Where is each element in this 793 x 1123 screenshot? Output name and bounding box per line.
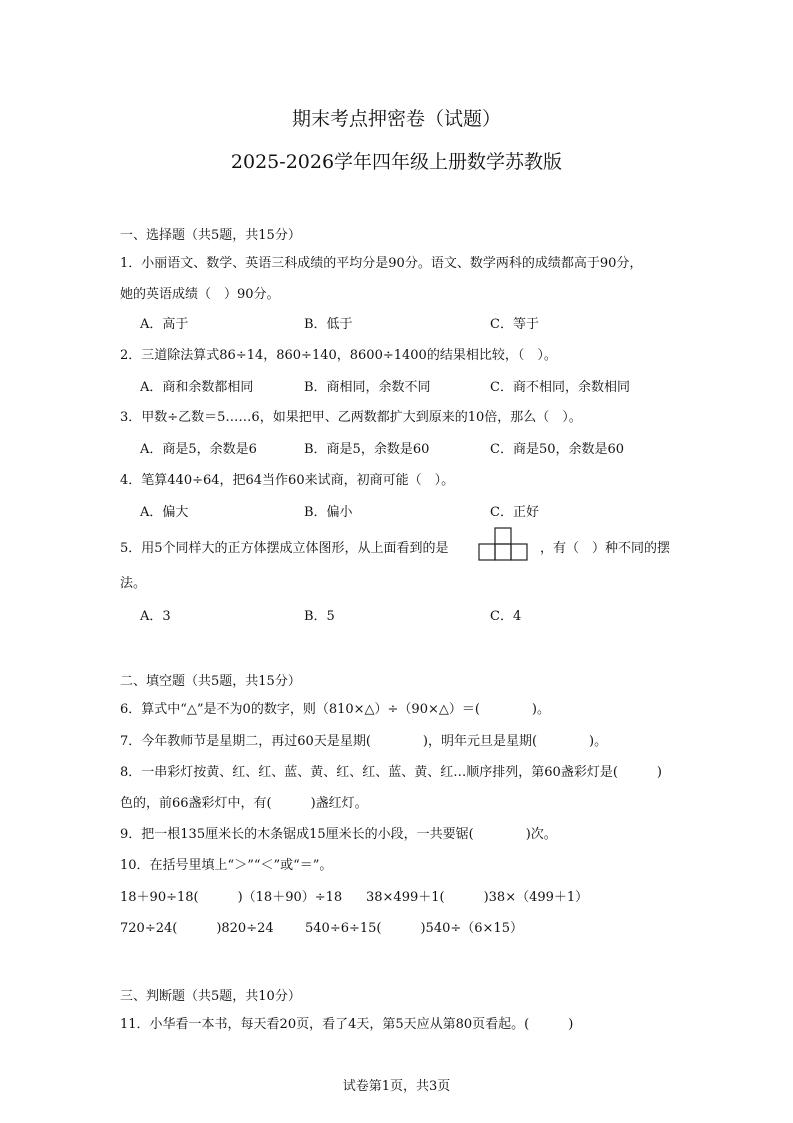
q5-option-b: B．5 [304,609,335,624]
question-10-row1-left: 18＋90÷18( )（18＋90）÷18 [120,890,343,905]
page-title: 期末考点押密卷（试题） [291,108,501,130]
page-subtitle: 2025-2026学年四年级上册数学苏教版 [230,151,563,173]
page-footer: 试卷第1页，共3页 [342,1079,451,1094]
q2-option-a: A．商和余数都相同 [140,380,254,395]
question-5-line1b: ，有（ ）种不同的摆 [540,541,671,556]
question-10-row2-left: 720÷24( )820÷24 [120,921,274,936]
question-8-line1: 8．一串彩灯按黄、红、红、蓝、黄、红、红、蓝、黄、红…顺序排列，第60盏彩灯是( ) [120,765,662,780]
q5-option-c: C．4 [490,609,522,624]
question-1-line2: 她的英语成绩（ ）90分。 [120,287,280,302]
q1-option-a: A．高于 [140,317,189,332]
q2-option-b: B．商相同，余数不同 [304,380,431,395]
question-5-line1a: 5．用5个同样大的正方体摆成立体图形，从上面看到的是 [120,541,449,556]
q3-option-b: B．商是5，余数是60 [304,442,430,457]
question-2: 2．三道除法算式86÷14，860÷140，8600÷1400的结果相比较，（ ）。 [120,348,557,363]
q1-option-c: C．等于 [490,317,539,332]
top-view-cubes-icon [478,526,532,562]
question-10: 10．在括号里填上“＞”“＜”或“＝”。 [120,858,333,873]
question-7: 7．今年教师节是星期二，再过60天是星期( )，明年元旦是星期( )。 [120,734,608,749]
question-8-line2: 色的，前66盏彩灯中，有( )盏红灯。 [120,796,368,811]
section-heading-judge: 三、判断题（共5题，共10分） [120,989,301,1004]
q4-option-b: B．偏小 [304,505,353,520]
q1-option-b: B．低于 [304,317,353,332]
question-9: 9．把一根135厘米长的木条锯成15厘米长的小段，一共要锯( )次。 [120,827,557,842]
question-11: 11．小华看一本书，每天看20页，看了4天，第5天应从第80页看起。( ) [120,1017,574,1032]
q5-option-a: A．3 [140,609,171,624]
question-10-row2-right: 540÷6÷15( )540÷（6×15） [305,921,523,936]
section-heading-choice: 一、选择题（共5题，共15分） [120,228,301,243]
q3-option-a: A．商是5，余数是6 [140,442,257,457]
question-1-line1: 1．小丽语文、数学、英语三科成绩的平均分是90分。语文、数学两科的成绩都高于90分， [120,256,643,271]
question-3: 3．甲数÷乙数＝5……6，如果把甲、乙两数都扩大到原来的10倍，那么（ ）。 [120,410,582,425]
question-10-row1-right: 38×499＋1( )38×（499＋1） [366,890,589,905]
q3-option-c: C．商是50，余数是60 [490,442,625,457]
question-4: 4．笔算440÷64，把64当作60来试商，初商可能（ ）。 [120,473,455,488]
q4-option-c: C．正好 [490,505,539,520]
question-6: 6．算式中“△”是不为0的数字，则（810×△）÷（90×△）＝( )。 [120,702,551,717]
question-5-line2: 法。 [120,576,147,591]
q4-option-a: A．偏大 [140,505,189,520]
q2-option-c: C．商不相同，余数相同 [490,380,630,395]
section-heading-fill: 二、填空题（共5题，共15分） [120,674,301,689]
